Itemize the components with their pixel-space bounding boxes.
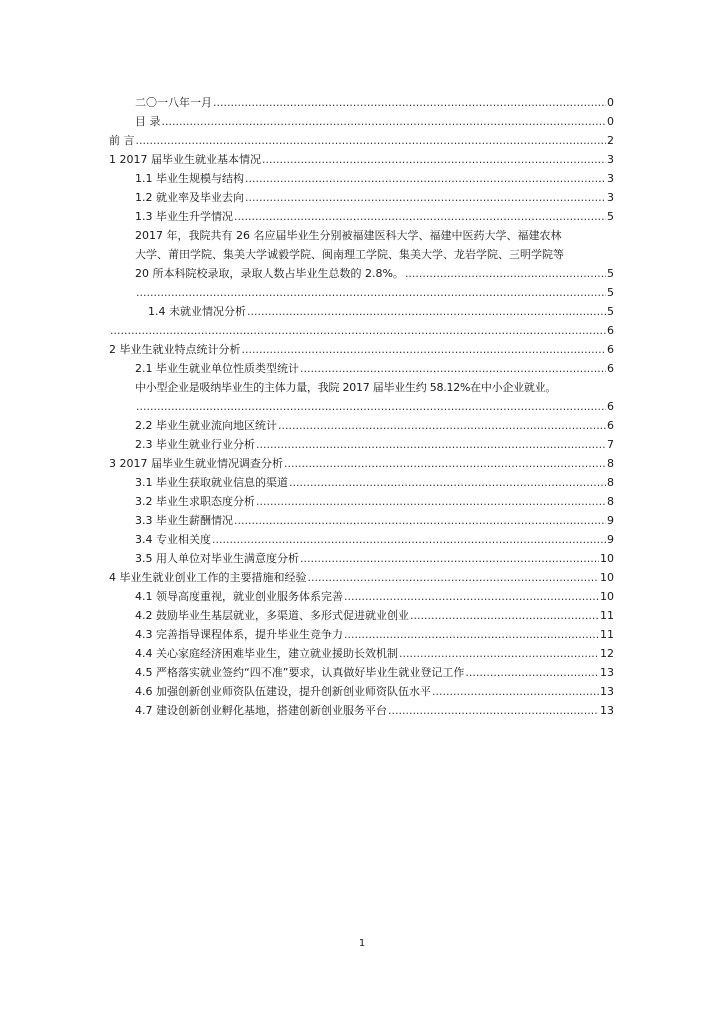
page-number: 1 — [358, 938, 366, 949]
toc-entry-page: 8 — [607, 457, 614, 470]
toc-entry-page: 5 — [607, 286, 614, 299]
toc-entry-title: 3.1 毕业生获取就业信息的渠道 — [135, 476, 288, 489]
toc-entry[interactable] — [135, 646, 614, 662]
toc-entry-title: 前 言 — [109, 134, 135, 147]
toc-leader-dots — [262, 152, 606, 168]
toc-entry-page: 11 — [600, 628, 614, 641]
toc-entry-page: 5 — [607, 305, 614, 318]
toc-entry-page: 6 — [607, 362, 614, 375]
toc-entry-text-line: 大学、莆田学院、集美大学诚毅学院、闽南理工学院、集美大学、龙岩学院、三明学院等 — [135, 248, 564, 261]
toc-entry[interactable] — [135, 627, 614, 643]
toc-entry-page: 9 — [607, 514, 614, 527]
toc-entry-title: 3.3 毕业生薪酬情况 — [135, 514, 233, 527]
toc-entry-title: 4.6 加强创新创业师资队伍建设，提升创新创业师资队伍水平 — [135, 685, 431, 698]
toc-leader-dots — [344, 627, 599, 643]
toc-leader-dots — [245, 171, 606, 187]
toc-entry-page: 10 — [600, 590, 614, 603]
toc-entry[interactable] — [135, 190, 614, 206]
toc-entry-title: 4.5 严格落实就业签约“四不准”要求，认真做好毕业生就业登记工作 — [135, 666, 465, 679]
toc-leader-dots — [344, 589, 599, 605]
toc-entry[interactable] — [135, 95, 614, 111]
toc-entry-page: 0 — [607, 115, 614, 128]
toc-entry[interactable] — [109, 456, 614, 472]
toc-entry-page: 6 — [607, 324, 614, 337]
toc-entry[interactable] — [135, 608, 614, 624]
toc-leader-dots — [284, 456, 606, 472]
toc-entry-title: 1.1 毕业生规模与结构 — [135, 172, 244, 185]
toc-leader-dots — [308, 570, 600, 586]
toc-entry-title: 二〇一八年一月 — [135, 96, 212, 109]
toc-leader-dots — [399, 646, 599, 662]
toc-entry[interactable] — [135, 703, 614, 719]
toc-entry-page: 6 — [607, 400, 614, 413]
toc-entry-title: 2 毕业生就业特点统计分析 — [109, 343, 241, 356]
toc-entry-page: 7 — [607, 438, 614, 451]
toc-entry-title: 3.4 专业相关度 — [135, 533, 211, 546]
toc-entry-title: 4.4 关心家庭经济困难毕业生，建立就业援助长效机制 — [135, 647, 398, 660]
toc-entry[interactable] — [109, 570, 614, 586]
toc-entry-page: 11 — [600, 609, 614, 622]
toc-entry-title: 4.2 鼓励毕业生基层就业，多渠道、多形式促进就业创业 — [135, 609, 409, 622]
toc-leader-dots — [256, 437, 606, 453]
toc-entry-page: 9 — [607, 533, 614, 546]
toc-entry[interactable] — [135, 589, 614, 605]
toc-leader-dots — [300, 551, 599, 567]
toc-entry-title: 1 2017 届毕业生就业基本情况 — [109, 153, 261, 166]
toc-entry-page: 13 — [600, 685, 614, 698]
toc-entry-page: 5 — [607, 210, 614, 223]
toc-entry-title: 2.3 毕业生就业行业分析 — [135, 438, 255, 451]
toc-entry-title: 4.1 领导高度重视，就业创业服务体系完善 — [135, 590, 343, 603]
toc-entry-title: 4.3 完善指导课程体系，提升毕业生竞争力 — [135, 628, 343, 641]
toc-entry-title: 4.7 建设创新创业孵化基地，搭建创新创业服务平台 — [135, 704, 387, 717]
toc-leader-dots — [256, 494, 606, 510]
toc-entry-page: 5 — [607, 267, 614, 280]
toc-entry[interactable] — [148, 304, 614, 320]
toc-entry-page: 10 — [600, 571, 614, 584]
toc-entry[interactable] — [135, 209, 614, 225]
toc-entry[interactable] — [135, 418, 614, 434]
toc-entry-page: 8 — [607, 495, 614, 508]
toc-entry-page: 8 — [607, 476, 614, 489]
toc-leader-dots — [289, 475, 606, 491]
toc-entry[interactable] — [109, 152, 614, 168]
toc-entry-title: 2.2 毕业生就业流向地区统计 — [135, 419, 277, 432]
toc-entry-title: 1.3 毕业生升学情况 — [135, 210, 233, 223]
toc-leader-dots — [234, 209, 606, 225]
toc-entry-page: 3 — [607, 153, 614, 166]
toc-entry[interactable] — [109, 342, 614, 358]
toc-entry[interactable] — [135, 171, 614, 187]
toc-leader-dots — [162, 114, 607, 130]
toc-leader-dots — [212, 532, 606, 548]
toc-entry-text-line: 2017 年，我院共有 26 名应届毕业生分别被福建医科大学、福建中医药大学、福建农林 — [135, 229, 562, 242]
toc-entry[interactable] — [135, 361, 614, 377]
toc-entry-title: 4 毕业生就业创业工作的主要措施和经验 — [109, 571, 307, 584]
toc-leader-dots — [410, 608, 599, 624]
toc-entry-page: 2 — [607, 134, 614, 147]
toc-leader-dots — [465, 665, 599, 681]
toc-entry[interactable] — [135, 266, 614, 282]
toc-entry-title: 3 2017 届毕业生就业情况调查分析 — [109, 457, 283, 470]
toc-entry-page: 3 — [607, 191, 614, 204]
toc-entry-title: 3.5 用人单位对毕业生满意度分析 — [135, 552, 299, 565]
toc-leader-dots — [247, 304, 606, 320]
toc-leader-dots — [110, 323, 606, 339]
toc-entry-title: 1.4 未就业情况分析 — [148, 305, 246, 318]
toc-entry-page: 0 — [607, 96, 614, 109]
toc-entry-page: 13 — [600, 704, 614, 717]
toc-entry-page: 10 — [600, 552, 614, 565]
toc-entry-title: 2.1 毕业生就业单位性质类型统计 — [135, 362, 299, 375]
toc-entry[interactable] — [135, 285, 614, 301]
toc-leader-dots — [242, 342, 607, 358]
toc-leader-dots — [388, 703, 599, 719]
toc-entry-page: 12 — [600, 647, 614, 660]
toc-entry[interactable] — [135, 532, 614, 548]
toc-leader-dots — [405, 266, 606, 282]
toc-entry-page: 6 — [607, 343, 614, 356]
toc-entry-title: 目 录 — [135, 115, 161, 128]
toc-leader-dots — [136, 285, 606, 301]
toc-leader-dots — [300, 361, 606, 377]
toc-entry[interactable] — [109, 323, 614, 339]
toc-entry[interactable] — [135, 494, 614, 510]
toc-entry-title: 3.2 毕业生求职态度分析 — [135, 495, 255, 508]
toc-entry-page: 13 — [600, 666, 614, 679]
toc-entry[interactable] — [135, 513, 614, 529]
toc-entry[interactable] — [135, 399, 614, 415]
toc-entry-page: 3 — [607, 172, 614, 185]
toc-entry[interactable] — [135, 684, 614, 700]
toc-leader-dots — [136, 133, 607, 149]
toc-entry[interactable] — [135, 437, 614, 453]
toc-leader-dots — [432, 684, 599, 700]
toc-entry[interactable] — [135, 665, 614, 681]
toc-entry[interactable] — [135, 551, 614, 567]
toc-leader-dots — [245, 190, 606, 206]
toc-entry[interactable] — [109, 133, 614, 149]
toc-leader-dots — [234, 513, 606, 529]
toc-entry-title: 20 所本科院校录取，录取人数占毕业生总数的 2.8%。 — [135, 267, 404, 280]
toc-leader-dots — [278, 418, 606, 434]
toc-entry-title: 1.2 就业率及毕业去向 — [135, 191, 244, 204]
toc-entry-page: 6 — [607, 419, 614, 432]
toc-entry[interactable] — [135, 114, 614, 130]
toc-leader-dots — [213, 95, 606, 111]
toc-entry-text-line: 中小型企业是吸纳毕业生的主体力量，我院 2017 届毕业生约 58.12%在中小企业就业。 — [135, 381, 557, 394]
toc-entry[interactable] — [135, 475, 614, 491]
toc-leader-dots — [136, 399, 606, 415]
